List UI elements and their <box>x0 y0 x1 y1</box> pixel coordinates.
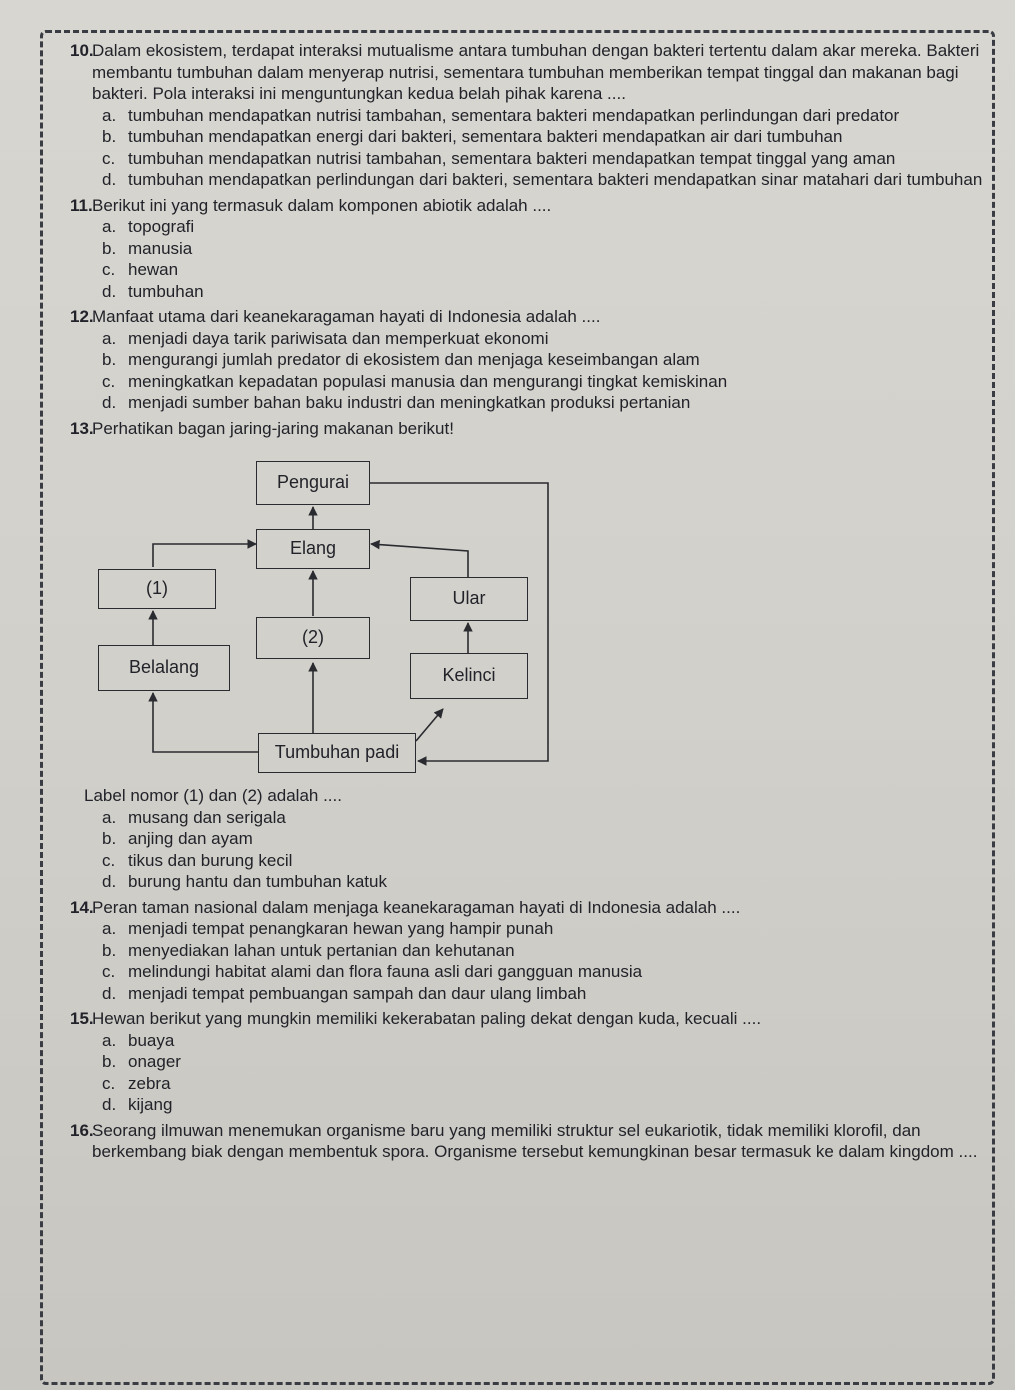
option-d[interactable] <box>102 871 995 893</box>
option-b[interactable] <box>102 126 995 148</box>
option-text: manusia <box>128 238 193 258</box>
option-c[interactable] <box>102 259 995 281</box>
option-text: kijang <box>128 1095 173 1114</box>
option-text: menjadi sumber bahan baku industri dan meningkatkan produksi pertanian <box>128 393 691 412</box>
option-letter: b. <box>102 1052 117 1071</box>
box-kelinci: Kelinci <box>410 653 528 699</box>
option-list <box>102 918 995 1004</box>
arrow-padi-belalang <box>153 693 258 752</box>
option-text: menjadi daya tarik pariwisata dan memperkuat ekonomi <box>128 328 549 348</box>
option-text: tumbuhan mendapatkan nutrisi tambahan, sementara bakteri mendapatkan tempat tinggal yang aman <box>128 148 896 168</box>
box-tumbuhan-padi: Tumbuhan padi <box>258 733 416 773</box>
option-b[interactable] <box>102 238 995 260</box>
question-text: Seorang ilmuwan menemukan organisme baru yang memiliki struktur sel eukariotik, tidak memiliki klorofil, dan berkembang biak dengan membentuk spora. Organisme tersebut kemungkinan besar termasuk ke dalam kingdom .... <box>92 1120 978 1161</box>
option-letter: d. <box>102 170 117 189</box>
question-text: Peran taman nasional dalam menjaga keanekaragaman hayati di Indonesia adalah .... <box>92 897 741 917</box>
option-letter: a. <box>102 807 117 827</box>
option-b[interactable] <box>102 349 995 371</box>
option-a[interactable] <box>102 105 995 127</box>
question-text: Berikut ini yang termasuk dalam komponen abiotik adalah .... <box>92 195 552 215</box>
option-letter: b. <box>102 238 117 258</box>
box-1: (1) <box>98 569 216 609</box>
arrow-ular-elang <box>371 544 468 577</box>
option-c[interactable] <box>102 371 995 393</box>
question-text: Dalam ekosistem, terdapat interaksi mutualisme antara tumbuhan dengan bakteri tertentu dalam akar mereka. Bakteri membantu tumbuhan dalam menyerap nutrisi, sementara tumbuhan memberikan tempat tinggal dan makanan bagi bakteri. Pola interaksi ini menguntungkan kedua belah pihak karena .... <box>92 41 980 103</box>
box-belalang: Belalang <box>98 645 230 691</box>
option-text: buaya <box>128 1030 175 1050</box>
question-16 <box>70 1120 995 1163</box>
question-13 <box>70 418 995 893</box>
option-text: meningkatkan kepadatan populasi manusia dan mengurangi tingkat kemiskinan <box>128 371 728 391</box>
box-pengurai: Pengurai <box>256 461 370 505</box>
option-letter: c. <box>102 850 116 870</box>
option-letter: a. <box>102 919 117 938</box>
option-letter: c. <box>102 148 116 168</box>
option-letter: c. <box>102 371 116 391</box>
box-elang: Elang <box>256 529 370 569</box>
option-text: tumbuhan mendapatkan perlindungan dari bakteri, sementara bakteri mendapatkan sinar matahari dari tumbuhan <box>128 170 983 189</box>
question-list <box>70 40 995 1167</box>
option-text: menyediakan lahan untuk pertanian dan kehutanan <box>128 940 515 960</box>
option-text: menjadi tempat penangkaran hewan yang hampir punah <box>128 919 554 938</box>
question-14 <box>70 897 995 1005</box>
option-letter: c. <box>102 260 116 279</box>
question-number: 12. <box>70 307 94 326</box>
option-letter: b. <box>102 829 117 848</box>
option-d[interactable] <box>102 392 995 414</box>
option-a[interactable] <box>102 807 995 829</box>
option-a[interactable] <box>102 1030 995 1052</box>
option-c[interactable] <box>102 1073 995 1095</box>
food-web-diagram <box>88 441 588 781</box>
question-text: Manfaat utama dari keanekaragaman hayati di Indonesia adalah .... <box>92 307 601 326</box>
option-letter: d. <box>102 393 117 412</box>
option-text: hewan <box>128 260 179 279</box>
option-letter: b. <box>102 940 117 960</box>
question-12 <box>70 306 995 414</box>
option-a[interactable] <box>102 918 995 940</box>
option-list <box>102 105 995 191</box>
option-letter: d. <box>102 281 117 301</box>
option-d[interactable] <box>102 169 995 191</box>
option-letter: b. <box>102 127 117 146</box>
option-d[interactable] <box>102 281 995 303</box>
question-number: 14. <box>70 897 94 917</box>
option-text: musang dan serigala <box>128 807 286 827</box>
option-letter: d. <box>102 872 117 891</box>
question-text: Perhatikan bagan jaring-jaring makanan berikut! <box>92 418 454 438</box>
box-ular: Ular <box>410 577 528 621</box>
option-b[interactable] <box>102 940 995 962</box>
option-text: topografi <box>128 217 195 236</box>
option-c[interactable] <box>102 850 995 872</box>
option-text: anjing dan ayam <box>128 829 253 848</box>
option-list <box>102 328 995 414</box>
question-number: 15. <box>70 1009 94 1028</box>
option-d[interactable] <box>102 1094 995 1116</box>
label-question: Label nomor (1) dan (2) adalah .... <box>84 786 342 805</box>
option-letter: d. <box>102 983 117 1003</box>
option-c[interactable] <box>102 148 995 170</box>
option-letter: d. <box>102 1095 117 1114</box>
option-b[interactable] <box>102 828 995 850</box>
option-letter: c. <box>102 962 116 981</box>
option-b[interactable] <box>102 1051 995 1073</box>
option-a[interactable] <box>102 216 995 238</box>
option-list <box>102 1030 995 1116</box>
option-text: tumbuhan <box>128 281 204 301</box>
option-text: mengurangi jumlah predator di ekosistem dan menjaga keseimbangan alam <box>128 350 700 369</box>
option-d[interactable] <box>102 983 995 1005</box>
option-letter: a. <box>102 105 117 125</box>
question-number: 16. <box>70 1120 94 1140</box>
option-text: menjadi tempat pembuangan sampah dan daur ulang limbah <box>128 983 587 1003</box>
option-text: onager <box>128 1052 181 1071</box>
arrow-padi-kelinci <box>416 709 443 741</box>
question-11 <box>70 195 995 303</box>
question-10 <box>70 40 995 191</box>
option-text: tumbuhan mendapatkan energi dari bakteri, sementara bakteri mendapatkan air dari tumbuhan <box>128 127 843 146</box>
option-text: tumbuhan mendapatkan nutrisi tambahan, sementara bakteri mendapatkan perlindungan dari predator <box>128 105 900 125</box>
question-number: 13. <box>70 418 94 438</box>
option-text: tikus dan burung kecil <box>128 850 293 870</box>
arrow-box1-elang <box>153 544 256 567</box>
question-number: 11. <box>70 195 93 215</box>
option-letter: b. <box>102 350 117 369</box>
option-list <box>102 216 995 302</box>
option-letter: a. <box>102 217 117 236</box>
question-15 <box>70 1008 995 1116</box>
question-number: 10. <box>70 41 94 60</box>
box-2: (2) <box>256 617 370 659</box>
option-c[interactable] <box>102 961 995 983</box>
question-text: Hewan berikut yang mungkin memiliki kekerabatan paling dekat dengan kuda, kecuali .... <box>92 1009 762 1028</box>
option-letter: a. <box>102 1030 117 1050</box>
arrow-pengurai-padi <box>370 483 548 761</box>
option-text: zebra <box>128 1073 171 1093</box>
option-letter: c. <box>102 1073 116 1093</box>
option-a[interactable] <box>102 328 995 350</box>
option-list <box>102 807 995 893</box>
option-text: melindungi habitat alami dan flora fauna asli dari gangguan manusia <box>128 962 643 981</box>
option-letter: a. <box>102 328 117 348</box>
option-text: burung hantu dan tumbuhan katuk <box>128 872 387 891</box>
